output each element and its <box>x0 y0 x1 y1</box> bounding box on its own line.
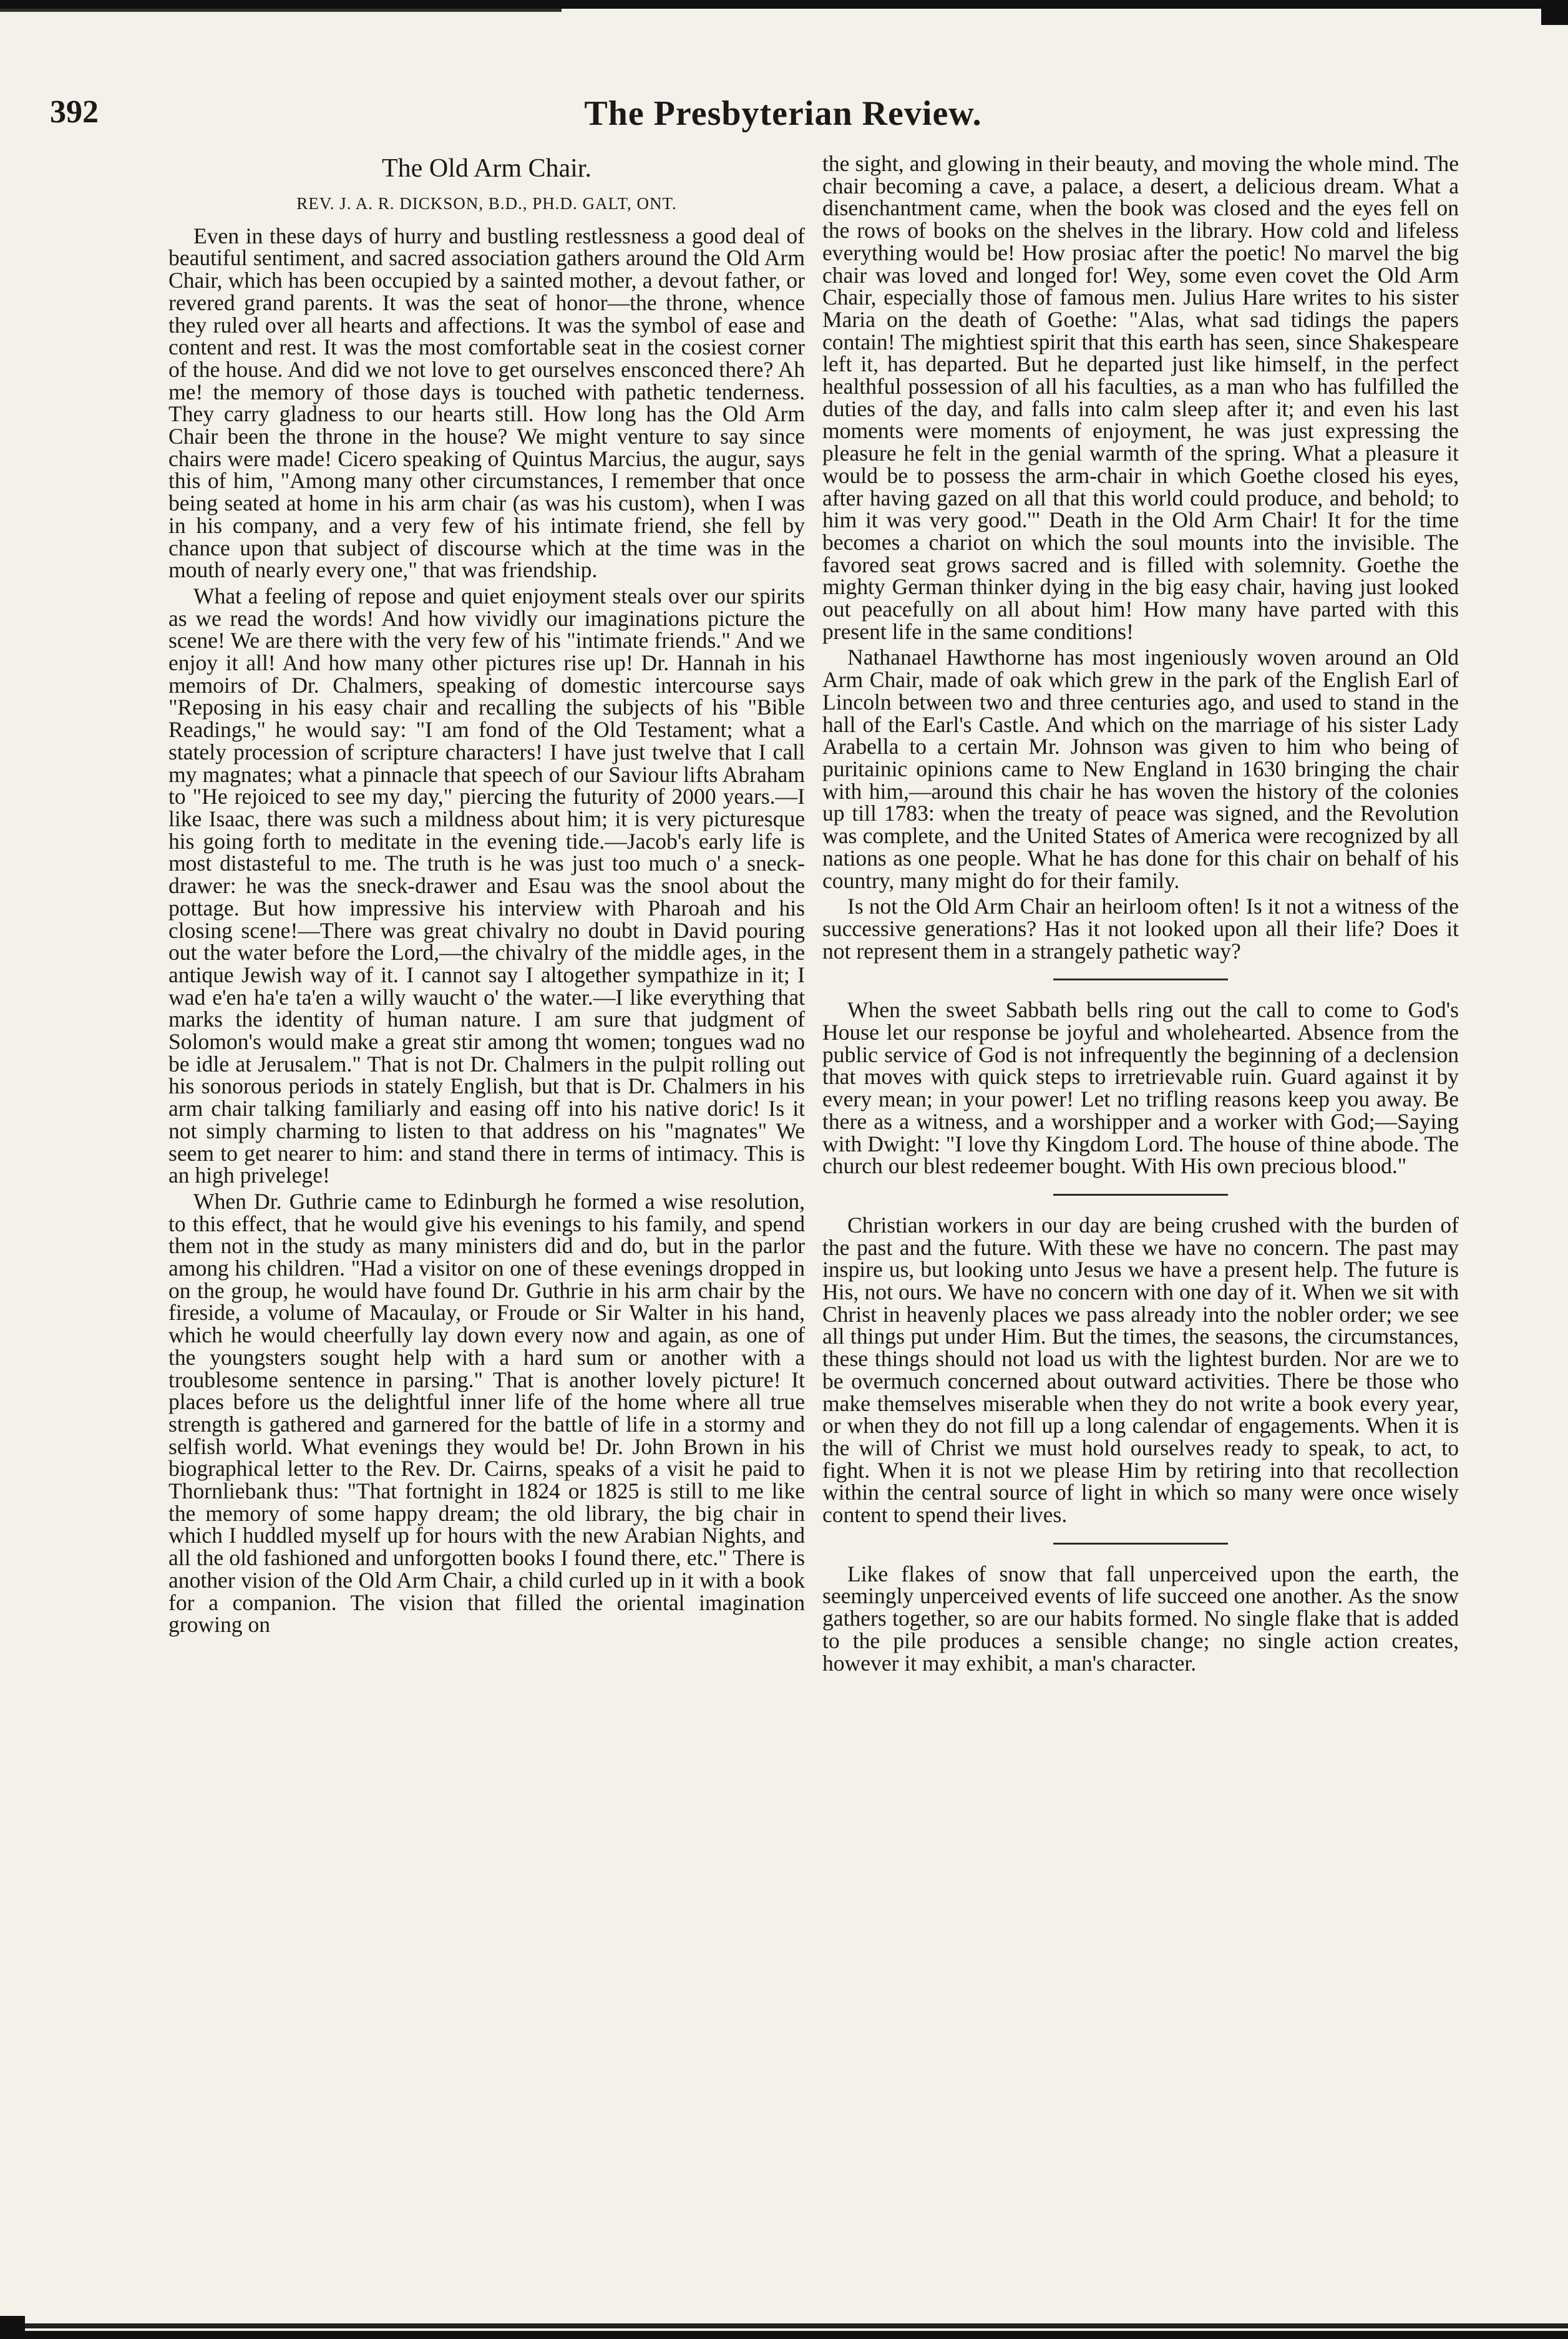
article-byline: REV. J. A. R. DICKSON, B.D., PH.D. GALT, ONT. <box>296 194 677 213</box>
article-title: The Old Arm Chair. <box>382 154 592 183</box>
journal-title: The Presbyterian Review. <box>584 94 982 133</box>
article-paragraph: What a feeling of repose and quiet enjoyment steals over our spirits as we read the words! And how vividly our imaginations picture the scene! We are there with the very few of his "intimate friends." And we enjoy it all! And how many other pictures rise up! Dr. Hannah in his memoirs of Dr. Chalmers, speaking of domestic intercourse says "Reposing in his easy chair and recalling the subjects of his "Bible Readings," he would say: "I am fond of the Old Testament; what a stately procession of scripture characters! I have just twelve that I call my magnates; what a pinnacle that speech of our Saviour lifts Abraham to "He rejoiced to see my day," piercing the futurity of 2000 years.—I like Isaac, there was such a mildness about him; it is very picturesque his going forth to meditate in the evening tide.—Jacob's early life is most distasteful to me. The truth is he was just too much o' a sneck-drawer: he was the sneck-drawer and Esau was the snool about the pottage. But how impressive his interview with Pharoah and his closing scene!—There was great chivalry no doubt in David pouring out the water before the Lord,—the chivalry of the middle ages, in the antique Jewish way of it. I cannot say I altogether sympathize in it; I wad e'en ha'e ta'en a willy waucht o' the water.—I like everything that marks the identity of human nature. I am sure that judgment of Solomon's would make a great stir among tht women; tongues wad no be idle at Jerusalem." That is not Dr. Chalmers in the pulpit rolling out his sonorous periods in stately English, but that is Dr. Chalmers in his arm chair talking familiarly and easing off into his native doric! Is it not simply charming to listen to that address on his "magnates" We seem to get nearer to him: and stand there in terms of intimacy. This is an high privelege! <box>168 583 805 1188</box>
article-paragraph: Even in these days of hurry and bustling restlessness a good deal of beautiful sentiment, and sacred association gathers around the Old Arm Chair, which has been occupied by a sainted mother, a devout father, or revered grand parents. It was the seat of honor—the throne, whence they ruled over all hearts and affections. It was the symbol of ease and content and rest. It was the most comfortable seat in the cosiest corner of the house. And did we not love to get ourselves ensconced there? Ah me! the memory of those days is touched with pathetic tenderness. They carry gladness to our hearts still. How long has the Old Arm Chair been the throne in the house? We might venture to say since chairs were made! Cicero speaking of Quintus Marcius, the augur, says this of him, "Among many other circumstances, I remember that once being seated at home in his arm chair (as was his custom), when I was in his company, and a very few of his intimate friend, she fell by chance upon that subject of discourse which at the time was in the mouth of nearly every one," that was friendship. <box>168 223 805 583</box>
article-paragraph: When Dr. Guthrie came to Edinburgh he formed a wise resolution, to this effect, that he would give his evenings to his family, and spend them not in the study as many ministers did and do, but in the parlor among his children. "Had a visitor on one of these evenings dropped in on the group, he would have found Dr. Guthrie in his arm chair by the fireside, a volume of Macaulay, or Froude or Sir Walter in his hand, which he would cheerfully lay down every now and again, as one of the youngsters sought help with a hard sum or another with a troublesome sentence in parsing." That is another lovely picture! It places before us the delightful inner life of the home where all true strength is gathered and garnered for the battle of life in a stormy and selfish world. What evenings they would be! Dr. John Brown in his biographical letter to the Rev. Dr. Cairns, speaks of a visit he paid to Thornliebank thus: "That fortnight in 1824 or 1825 is still to me like the memory of some happy dream; the old library, the big chair in which I huddled myself up for hours with the new Arabian Nights, and all the old fashioned and unforgotten books I found there, etc." There is another vision of the Old Arm Chair, a child curled up in it with a book for a companion. The vision that filled the oriental imagination growing on <box>168 1188 805 1638</box>
filler-paragraph: When the sweet Sabbath bells ring out the call to come to God's House let our response be joyful and wholehearted. Absence from the public service of God is not infrequently the beginning of a declension that moves with quick steps to irretrievable ruin. Guard against it by every mean; in your power! Let no trifling reasons keep you away. Be there as a witness, and a worshipper and a worker with God;—Saying with Dwight: "I love thy Kingdom Lord. The house of thine abode. The church our blest redeemer bought. With His own precious blood." <box>822 997 1459 1179</box>
right-column <box>822 153 1459 2262</box>
section-divider <box>1053 1194 1228 1196</box>
article-paragraph: Nathanael Hawthorne has most ingeniously woven around an Old Arm Chair, made of oak which grew in the park of the English Earl of Lincoln between two and three centuries ago, and used to stand in the hall of the Earl's Castle. And which on the marriage of his sister Lady Arabella to a certain Mr. Johnson was given to him who being of puritainic opinions came to New England in 1630 bringing the chair with him,—around this chair he has woven the history of the colonies up till 1783: when the treaty of peace was signed, and the Revolution was complete, and the United States of America were recognized by all nations as one people. What he has done for this chair on behalf of his country, many might do for their family. <box>822 645 1459 893</box>
section-divider <box>1053 1543 1228 1545</box>
filler-paragraph: Christian workers in our day are being crushed with the burden of the past and the future. With these we have no concern. The past may inspire us, but looking unto Jesus we have a present help. The future is His, not ours. We have no concern with one day of it. When we sit with Christ in heavenly places we pass already into the nobler order; we see all things put under Him. But the times, the seasons, the circumstances, these things should not load us with the lightest burden. Nor are we to be overmuch concerned about outward activities. There be those who make themselves miserable when they do not write a book every year, or when they do not fill up a long calendar of engagements. When it is the will of Christ we must hold ourselves ready to speak, to act, to fight. When it is not we please Him by retiring into that recollection within the central source of light in which so many were once wisely content to spend their lives. <box>822 1212 1459 1528</box>
bottom-page-edge <box>0 2305 1568 2339</box>
page-header <box>50 94 1516 144</box>
article-paragraph: the sight, and glowing in their beauty, and moving the whole mind. The chair becoming a cave, a palace, a desert, a delicious dream. What a disenchantment came, when the book was closed and the eyes fell on the rows of books on the shelves in the library. How cold and lifeless everything would be! How prosiac after the poetic! No marvel the big chair was loved and longed for! Wey, some even covet the Old Arm Chair, especially those of famous men. Julius Hare writes to his sister Maria on the death of Goethe: "Alas, what sad tidings the papers contain! The mightiest spirit that this earth has seen, since Shakespeare left it, has departed. But he departed just like himself, in the perfect healthful possession of all his faculties, as a man who has fulfilled the duties of the day, and falls into calm sleep after it; and even his last moments were moments of enjoyment, he was just expressing the pleasure he felt in the genial warmth of the spring. What a pleasure it would be to possess the arm-chair in which Goethe closed his eyes, after having gazed on all that this world could produce, and behold; to him it was very good.'" Death in the Old Arm Chair! It for the time becomes a chariot on which the soul mounts into the invisible. The favored seat grows sacred and is filled with solemnity. Goethe the mighty German thinker dying in the big easy chair, having just looked out peacefully on all about him! How many have parted with this present life in the same conditions! <box>822 153 1459 644</box>
article-paragraph: Is not the Old Arm Chair an heirloom often! Is it not a witness of the successive generations? Has it not looked upon all their life? Does it not represent them in a strangely pathetic way? <box>822 894 1459 964</box>
page-number: 392 <box>50 94 99 130</box>
left-column <box>168 153 805 2262</box>
top-page-edge <box>0 0 1568 25</box>
filler-paragraph: Like flakes of snow that fall unperceived upon the earth, the seemingly unperceived events of life succeed one another. As the snow gathers together, so are our habits formed. No single flake that is added to the pile produces a sensible change; no single action creates, however it may exhibit, a man's character. <box>822 1561 1459 1676</box>
section-divider <box>1053 979 1228 980</box>
